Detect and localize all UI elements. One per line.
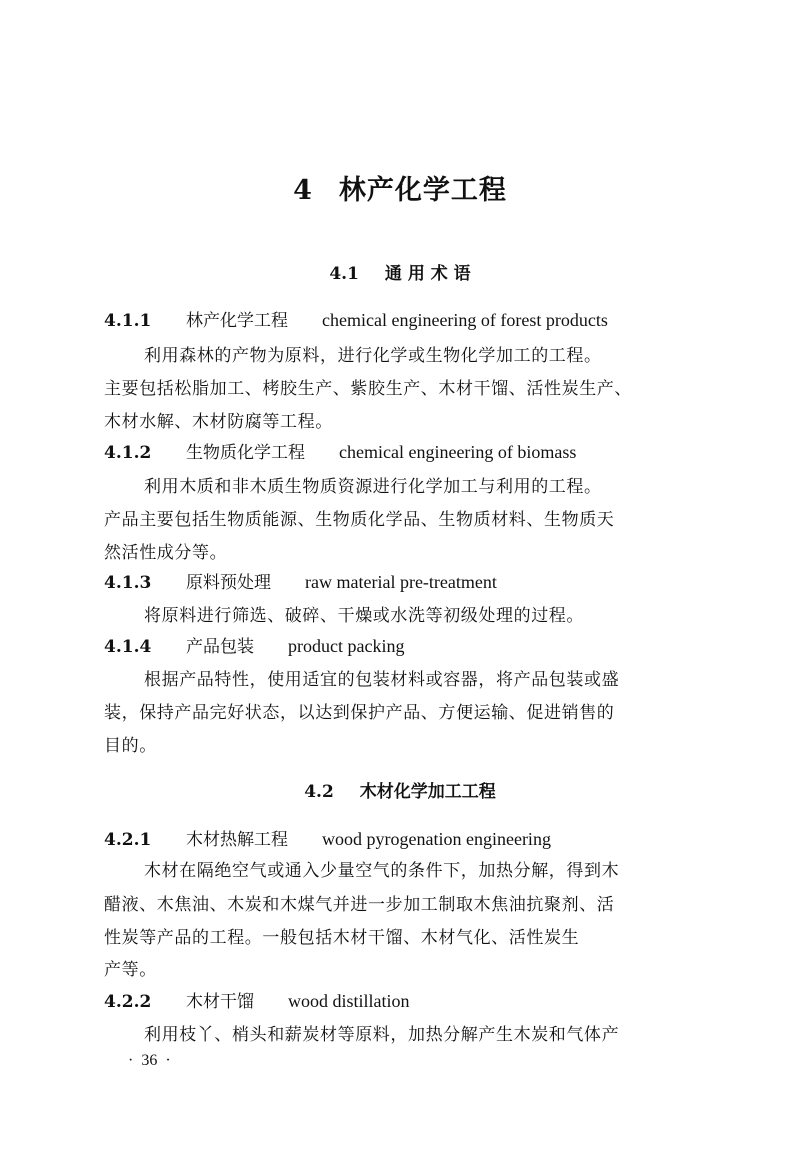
section-title-text: 木材化学加工工程 [359,782,496,802]
page-number-dot-left: · [128,1052,134,1069]
definition-line: 醋液、木焦油、木炭和木煤气并进一步加工制取木焦油抗聚剂、活 [104,895,615,915]
definition-line: 产品主要包括生物质能源、生物质化学品、生物质材料、生物质天 [104,510,615,530]
page-number-value: 36 [141,1052,158,1069]
section-number: 4.2 [304,782,334,802]
term-chinese: 林产化学工程 [186,311,288,331]
term-chinese: 木材热解工程 [186,830,288,850]
definition-line: 然活性成分等。 [104,543,228,563]
term-chinese: 生物质化学工程 [186,443,305,463]
definition-line: 主要包括松脂加工、栲胶生产、紫胶生产、木材干馏、活性炭生产、 [104,379,632,399]
definition-line: 根据产品特性，使用适宜的包装材料或容器，将产品包装或盛 [144,670,620,690]
section-title-text: 通 用 术 语 [384,264,471,284]
term-heading-4-2-2 [104,987,410,1012]
term-number: 4.1.3 [104,573,152,593]
term-english: chemical engineering of forest products [322,310,608,330]
term-number: 4.1.2 [104,443,152,463]
term-number: 4.1.1 [104,311,152,331]
definition-line: 木材在隔绝空气或通入少量空气的条件下，加热分解，得到木 [144,861,620,881]
definition-line: 性炭等产品的工程。一般包括木材干馏、木材气化、活性炭生 [104,928,580,948]
page-number-dot-right: · [165,1052,171,1069]
term-english: chemical engineering of biomass [339,442,577,462]
term-english: wood distillation [288,991,410,1011]
term-heading-4-1-2 [104,438,576,463]
section-number: 4.1 [329,264,359,284]
term-english: wood pyrogenation engineering [322,829,551,849]
definition-line: 木材水解、木材防腐等工程。 [104,412,333,432]
term-chinese: 产品包装 [186,637,254,657]
term-heading-4-1-3 [104,568,497,593]
definition-line: 目的。 [104,736,157,756]
term-number: 4.2.1 [104,830,152,850]
term-number: 4.2.2 [104,992,152,1012]
definition-line: 装，保持产品完好状态，以达到保护产品、方便运输、促进销售的 [104,703,615,723]
term-english: raw material pre-treatment [305,572,497,592]
section-heading-4-2 [0,777,800,802]
section-heading-4-1 [0,259,800,284]
definition-line: 将原料进行筛选、破碎、干燥或水洗等初级处理的过程。 [144,606,584,626]
term-heading-4-1-1 [104,306,608,331]
chapter-number: 4 [293,175,313,206]
definition-line: 产等。 [104,960,157,980]
term-chinese: 原料预处理 [186,573,271,593]
chapter-title-text: 林产化学工程 [338,175,507,206]
term-heading-4-1-4 [104,632,404,657]
term-heading-4-2-1 [104,825,551,850]
definition-line: 利用森林的产物为原料，进行化学或生物化学加工的工程。 [144,346,602,366]
term-number: 4.1.4 [104,637,152,657]
term-english: product packing [288,636,405,656]
term-chinese: 木材干馏 [186,992,254,1012]
page-number [120,1052,179,1070]
definition-line: 利用枝丫、梢头和薪炭材等原料，加热分解产生木炭和气体产 [144,1025,620,1045]
definition-line: 利用木质和非木质生物质资源进行化学加工与利用的工程。 [144,477,602,497]
chapter-title [0,168,800,207]
